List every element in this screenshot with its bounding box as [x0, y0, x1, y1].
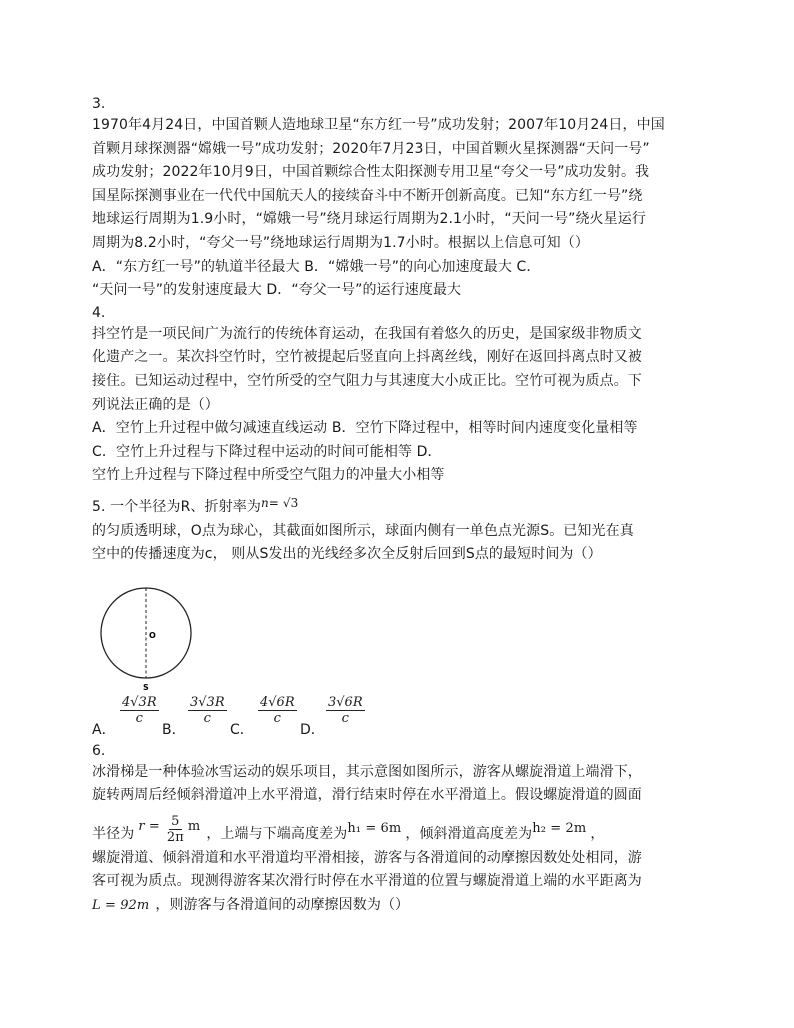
question-text-line: 成功发射；2022年10月9日，中国首颗综合性太阳探测专用卫星“夸父一号”成功发射。我	[92, 164, 650, 181]
math-unit: m	[187, 819, 201, 835]
math-h2: h₂ = 2m	[532, 821, 587, 837]
option-line: C．空竹上升过程与下降过程中运动的时间可能相等 D．	[92, 443, 442, 460]
question-text-line: 空中的传播速度为c， 则从S发出的光线经多次全反射后回到S点的最短时间为（）	[92, 546, 602, 563]
fraction-denominator: 2π	[166, 829, 184, 845]
math-h1: h₁ = 6m	[347, 821, 402, 837]
fraction-denominator: c	[135, 710, 143, 726]
question-number: 3.	[92, 96, 106, 112]
option-b-letter: B．	[162, 721, 186, 738]
math-r-eq: r =	[138, 819, 160, 835]
question-text-line: 旋转两周后经倾斜滑道冲上水平滑道，滑行结束时停在水平滑道上。假设螺旋滑道的圆面	[92, 787, 642, 804]
option-a-fraction	[120, 695, 159, 726]
question-number: 4.	[92, 304, 106, 321]
question-text-line: 抖空竹是一项民间广为流行的传统体育运动，在我国有着悠久的历史，是国家级非物质文	[92, 325, 642, 342]
question-final-line	[92, 894, 712, 918]
fraction-denominator: c	[203, 710, 211, 726]
fraction-numerator: 5	[171, 813, 180, 829]
radius-line	[92, 814, 712, 847]
question-text-line: 客可视为质点。现测得游客某次滑行时停在水平滑道的位置与螺旋滑道上端的水平距离为	[92, 873, 642, 890]
fraction-numerator: 4√6R	[260, 694, 295, 710]
question-text-line: 列说法正确的是（）	[92, 396, 219, 413]
option-d-letter: D．	[300, 721, 325, 738]
radius-prefix: 半径为	[92, 826, 135, 843]
text-segment: ，则游客与各滑道间的动摩擦因数为（）	[155, 897, 410, 914]
question-6	[92, 741, 712, 918]
fraction-numerator: 3√3R	[190, 694, 225, 710]
option-a-letter: A．	[92, 721, 116, 738]
question-text-line: 国星际探测事业在一代代中国航天人的接续奋斗中不断开创新高度。已知“东方红一号”绕	[92, 187, 643, 204]
fraction-denominator: c	[273, 710, 281, 726]
option-line: A．空竹上升过程中做匀减速直线运动 B．空竹下降过程中，相等时间内速度变化量相等	[92, 420, 638, 437]
option-d-fraction	[326, 695, 365, 726]
fraction-numerator: 3√6R	[328, 694, 363, 710]
question-text-line: 地球运行周期为1.9小时，“嫦娥一号”绕月球运行周期为2.1小时，“天问一号”绕火星运行	[92, 211, 646, 228]
option-line: “天问一号”的发射速度最大 D．“夸父一号”的运行速度最大	[92, 282, 462, 299]
math-L: L = 92m	[92, 898, 150, 914]
question-5	[92, 492, 712, 739]
sphere-diagram	[96, 585, 196, 695]
source-label: S	[143, 682, 149, 692]
option-c-fraction	[258, 695, 297, 726]
math-n: n	[260, 495, 269, 510]
question-text-line: 周期为8.2小时，“夸父一号”绕地球运行周期为1.7小时。根据以上信息可知（）	[92, 234, 589, 251]
answer-options	[92, 695, 712, 739]
question-text-line: 的匀质透明球，O点为球心，其截面如图所示，球面内侧有一单色点光源S。已知光在真	[92, 522, 634, 539]
question-3	[92, 94, 712, 303]
question-text-line: 1970年4月24日，中国首颗人造地球卫星“东方红一号”成功发射；2007年10月24日，中国	[92, 117, 665, 133]
sphere-figure	[96, 585, 196, 695]
fraction-numerator: 4√3R	[122, 694, 157, 710]
text-segment: ，上端与下端高度差为	[206, 826, 348, 843]
option-b-fraction	[188, 695, 227, 726]
center-label: O	[149, 630, 156, 640]
question-prefix: 5. 一个半径为R、折射率为	[92, 498, 261, 515]
radius-fraction	[165, 814, 186, 845]
question-text-line: 接住。已知运动过程中，空竹所受的空气阻力与其速度大小成正比。空竹可视为质点。下	[92, 372, 642, 389]
option-line: A．“东方红一号”的轨道半径最大 B．“嫦娥一号”的向心加速度最大 C．	[92, 258, 541, 275]
option-line: 空竹上升过程与下降过程中所受空气阻力的冲量大小相等	[92, 467, 445, 484]
option-c-letter: C．	[230, 721, 254, 738]
document-page	[92, 94, 712, 918]
question-text-line: 首颗月球探测器“嫦娥一号”成功发射；2020年7月23日，中国首颗火星探测器“天问一号”	[92, 140, 650, 157]
question-text-line: 螺旋滑道、倾斜滑道和水平滑道均平滑相接，游客与各滑道间的动摩擦因数处处相同，游	[92, 849, 642, 866]
question-text-line: 化遗产之一。某次抖空竹时，空竹被提起后竖直向上抖离丝线，刚好在返回抖离点时又被	[92, 349, 642, 366]
text-segment: ，倾斜滑道高度差为	[405, 826, 533, 843]
text-segment: ，	[590, 826, 605, 843]
question-number: 6.	[92, 742, 106, 759]
fraction-denominator: c	[341, 710, 349, 726]
question-text-line: 冰滑梯是一种体验冰雪运动的娱乐项目，其示意图如图所示，游客从螺旋滑道上端滑下，	[92, 763, 642, 780]
math-n-value: = √3	[268, 495, 299, 510]
question-intro	[92, 492, 712, 520]
question-4	[92, 303, 712, 488]
